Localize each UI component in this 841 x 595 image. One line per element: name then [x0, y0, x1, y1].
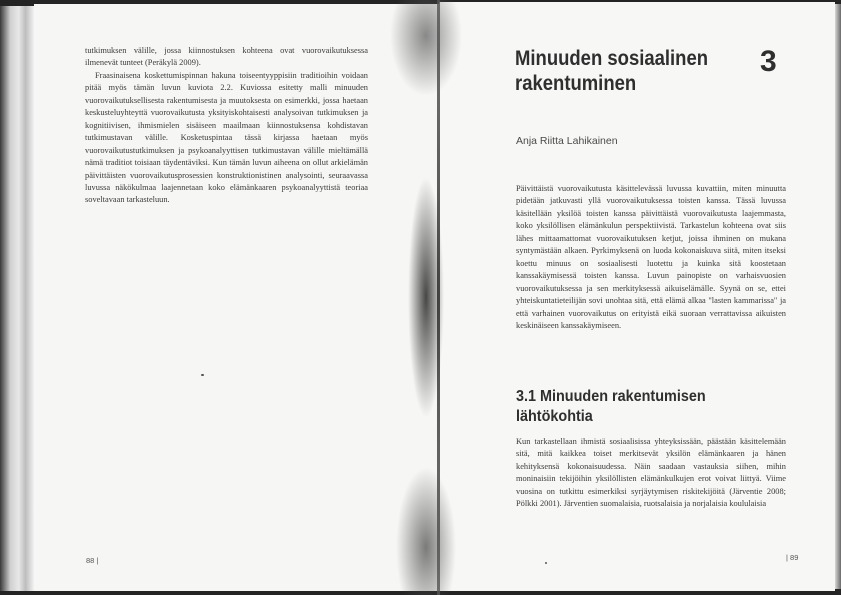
chapter-title: [515, 46, 726, 96]
section-heading: [516, 387, 759, 427]
section-paragraph: Kun tarkastellaan ihmistä sosiaalisissa yhteyksissään, päästään käsittelemään sitä, mitä kaikkea toiset merkitsevät yksilön elämänkaaren ja hänen kehityksensä kokonaisuudessa. Näin saadaan vastauksia siihen, mihin moninaisiin tekijöihin yksilöllisten elämänkulkujen erot voivat liittyä. Viime vuosina on tutkittu esimerkiksi syrjäytymisen riskitekijöitä (Järventie 2008; Pölkki 2001). Järventien suomalaisia, ruotsalaisia ja norjalaisia koululaisia: [516, 437, 786, 509]
chapter-number: 3: [760, 45, 777, 78]
intro-paragraph: Päivittäistä vuorovaikutusta käsittelevässä luvussa kuvattiin, miten minuutta pidetään jatkuvasti yllä vuorovaikutuksessa toisten kanssa. Tässä luvussa käsitellään yksilöä toisten kanssa päivittäistä vuorovaikutusta laajemmasta, koko yksilöllisen elämänkulun perspektiivistä. Tarkastelun kohteena ovat siis lähes mittaamattomat vuorovaikutuksen ketjut, joissa ihminen on mukana syntymästään alkaen. Pyrkimyksenä on luoda kokonaiskuva siitä, miten itseksi koettu minuus on sosiaalisesti luotettu ja kuinka sitä koostetaan kanssakäymisessä toisten kanssa. Luvun painopiste on varhaisvuosien vuorovaikutuksessa ja sen merkityksessä aikuiselämälle. Syynä on se, ettei yhteiskuntatieteilijän sovi unohtaa sitä, että elämä alkaa "lasten kammarissa" ja että varhainen vuorovaikutus on erityistä eikä suoraan verrattavissa aikuisten keskinäiseen kanssakäymiseen.: [516, 184, 786, 330]
left-page-body: [85, 45, 368, 207]
section-heading-line: lähtökohtia: [516, 408, 593, 425]
section-heading-line: 3.1 Minuuden rakentumisen: [516, 388, 706, 405]
left-paragraph: Fraasinaisena koskettumispinnan hakuna toiseentyyppisiin traditioihin voidaan pitää myös tämän luvun kuviota 2.2. Kuviossa esitetty malli minuuden vuorovaikutuksellisesta rakentumisesta ja muutoksesta on esimerkki, jossa haetaan keskusteluyhteyttä vuorovaikutusta yksityiskohtaisesti analysoivan tutkimuksen ja kognitiivisen, ihmismielen sisäiseen maailmaan kiinnostuksensa kohdistavan tutkimustavan välille. Kosketuspintaa tässä kirjassa haetaan myös vuorovaikutustutkimuksen ja psykoanalyyttisen tutkimustavan välille mieltämällä nämä traditiot toisiaan täydentäviksi. Kun tämän luvun aiheena on ollut arkielämän päivittäisten vuorovaikutusprosessien konstruktionistinen analysointi, seuraavassa luvussa näkökulmaa laajennetaan koko elämänkaaren psykoanalyyttistä teoriaa soveltavaan tarkasteluun.: [85, 70, 368, 205]
chapter-title-line: Minuuden sosiaalinen: [515, 47, 709, 70]
scan-speck: [545, 562, 547, 564]
chapter-author: Anja Riitta Lahikainen: [516, 135, 618, 147]
page-stack-edge-right: [835, 4, 841, 589]
page-stack-edge-left: [0, 6, 34, 591]
page-number-left: 88 |: [86, 556, 99, 565]
left-paragraph-continued: tutkimuksen välille, jossa kiinnostuksen kohteena ovat vuorovaikutuksessa ilmenevät tunteet (Peräkylä 2009).: [85, 46, 368, 68]
scan-speck: [201, 374, 204, 376]
section-body: [516, 436, 786, 511]
book-spine-line: [437, 0, 440, 595]
page-number-right: | 89: [786, 553, 799, 562]
chapter-title-line: rakentuminen: [515, 72, 637, 95]
chapter-intro: [516, 183, 786, 332]
